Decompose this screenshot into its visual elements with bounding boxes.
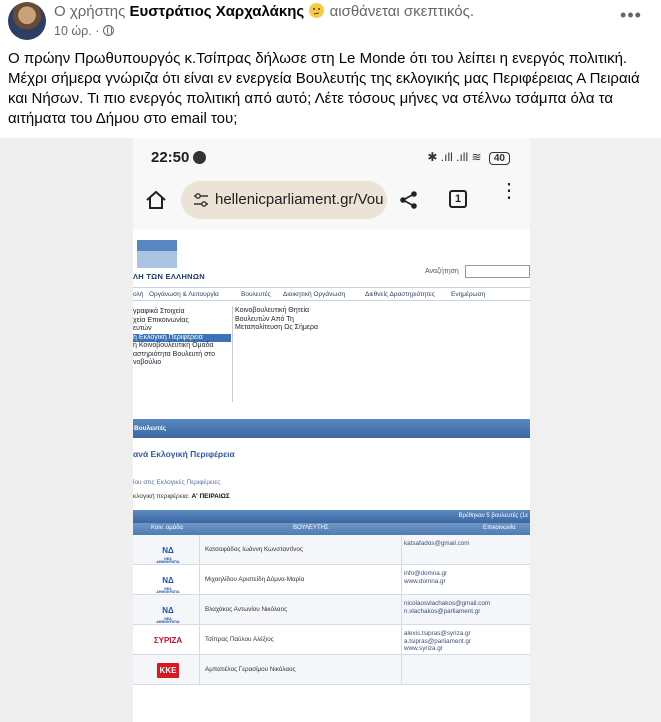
site-nav <box>133 287 530 301</box>
party-logo <box>153 633 183 648</box>
side-menu-item: ευτών <box>133 325 152 332</box>
mp-name: Μιχαηλίδου Αριστείδη Δόμνα-Μαρία <box>205 576 305 583</box>
table-row <box>133 565 530 595</box>
contact-line: www.syriza.gr <box>404 645 443 652</box>
nav-item: Οργάνωση & Λειτουργία <box>149 291 219 298</box>
mp-name: Βλαχάκος Αντωνίου Νικόλαος <box>205 606 288 613</box>
region-line <box>133 493 230 500</box>
mp-name: Τσίπρας Παύλου Αλέξιος <box>205 636 274 643</box>
browser-address-bar <box>133 178 530 224</box>
browser-menu-icon: ⋮ <box>499 180 519 202</box>
column-divider <box>401 565 402 595</box>
mp-contact <box>404 630 471 653</box>
header-party: Κοιν. ομάδα <box>151 525 184 531</box>
table-row <box>133 595 530 625</box>
prefix-text: Ο χρήστης <box>54 3 126 20</box>
contact-line: katsafados@gmail.com <box>404 540 470 547</box>
nav-item: Ενημέρωση <box>451 291 486 298</box>
party-logo <box>157 663 179 678</box>
side-menu-item-selected: ή Εκλογική Περιφέρεια <box>133 334 231 343</box>
battery-icon: 40 <box>489 152 510 165</box>
nav-item: Διοικητική Οργάνωση <box>283 291 346 298</box>
side-menu-item: αστηριότητα Βουλευτή στο <box>133 350 215 358</box>
party-logo-subtext: ΝΕΑ ΔΗΜΟΚΡΑΤΙΑ <box>156 617 180 624</box>
table-row <box>133 655 530 685</box>
post-text <box>8 49 656 129</box>
party-logo-subtext: ΝΕΑ ΔΗΜΟΚΡΑΤΙΑ <box>156 557 180 564</box>
post-text-line: Μέχρι σήμερα γνώριζα ότι είναι εν ενεργεία Βουλευτής της εκλογικής μας Περιφέρειας Α Πειραιά <box>8 70 640 87</box>
parliament-webpage <box>133 230 530 722</box>
table-row <box>133 625 530 655</box>
menu-divider <box>232 306 233 402</box>
column-divider <box>401 535 402 565</box>
sub-menu <box>235 307 365 333</box>
party-logo-text: ΝΔ <box>162 576 174 585</box>
header-name: ΒΟΥΛΕΥΤΗΣ <box>293 525 329 531</box>
phone-status-bar <box>133 138 530 176</box>
region-value: Α' ΠΕΙΡΑΙΩΣ <box>191 493 230 500</box>
globe-icon <box>103 25 114 36</box>
post-header-line <box>54 3 474 20</box>
search-label: Αναζήτηση <box>425 268 459 275</box>
results-count: Βρέθηκαν 5 βουλευτές (1ε <box>133 510 530 523</box>
mp-contact <box>404 600 490 615</box>
party-logo-text: ΝΔ <box>162 546 174 555</box>
section-title: ανά Εκλογική Περιφέρεια <box>133 449 235 459</box>
sub-menu-line: Μεταπολίτευση Ως Σήμερα <box>235 324 319 331</box>
post-image[interactable] <box>0 138 661 722</box>
author-name[interactable]: Ευστράτιος Χαρχαλάκης <box>129 3 305 20</box>
post-text-line: και Νήσων. Τι πιο ενεργός πολιτική από αυτό; Λέτε τόσους μήνες να στέλνω τσάμπα όλα τα <box>8 90 614 107</box>
post-text-line: αιτήματα του Δήμου στο email του; <box>8 110 238 127</box>
post-text-line: Ο πρώην Πρωθυπουργός κ.Τσίπρας δήλωσε στη Le Monde ότι του λείπει η ενεργός πολιτική. <box>8 50 628 67</box>
logo-text: ΛΗ ΤΩΝ ΕΛΛΗΝΩΝ <box>133 272 205 281</box>
section-bar: Βουλευτές <box>133 419 530 438</box>
side-menu-item: νοβούλιο <box>133 359 162 366</box>
side-menu-item: χεία Επικοινωνίας <box>133 316 189 324</box>
home-icon <box>145 190 167 210</box>
post-meta <box>54 24 114 38</box>
mp-contact <box>404 570 447 585</box>
contact-line: alexis.tsipras@syriza.gr <box>404 630 471 637</box>
column-divider <box>199 595 200 625</box>
party-logo-text: ΝΔ <box>162 606 174 615</box>
column-divider <box>199 655 200 685</box>
table-row <box>133 535 530 565</box>
url-pill <box>181 181 387 219</box>
column-divider <box>401 655 402 685</box>
post-time[interactable]: 10 ώρ. <box>54 24 92 38</box>
feeling-text: αισθάνεται σκεπτικός. <box>329 3 475 20</box>
image-background-left <box>0 138 133 722</box>
status-icons <box>427 150 510 165</box>
thinking-emoji-icon <box>309 3 324 18</box>
party-logo <box>153 573 183 594</box>
contact-line: nicolaosvlachakos@gmail.com <box>404 600 491 607</box>
contact-line: info@domna.gr <box>404 570 448 577</box>
mp-name: Αμπατιέλος Γερασίμου Νικόλαος <box>205 666 296 673</box>
author-avatar[interactable] <box>8 2 46 40</box>
mp-name: Κατσαφάδος Ιωάννη Κωνσταντίνος <box>205 546 303 553</box>
meta-separator: · <box>95 24 100 38</box>
messenger-icon <box>193 151 206 164</box>
nav-item: ολή <box>133 291 144 298</box>
search-input <box>465 265 530 278</box>
breadcrumb: ίου στις Εκλογικές Περιφέρειες <box>133 479 221 486</box>
post-header <box>0 0 661 44</box>
sub-menu-line: Κοινοβουλευτική Θητεία <box>235 307 310 314</box>
table-body <box>133 535 530 685</box>
contact-line: n.vlachakos@parliament.gr <box>404 607 481 615</box>
header-contact: Επικοινωνία <box>483 525 516 531</box>
column-divider <box>199 625 200 655</box>
signal-icon: ✱ .ıll .ıll ≋ <box>427 150 482 164</box>
party-logo-text: ΚΚΕ <box>159 666 177 675</box>
more-options-icon[interactable]: ••• <box>620 5 642 25</box>
sub-menu-line: Βουλευτών Από Τη <box>235 315 294 323</box>
contact-line: www.domna.gr <box>404 577 446 585</box>
share-icon <box>399 190 419 210</box>
nav-item: Βουλευτές <box>241 291 271 298</box>
column-divider <box>401 595 402 625</box>
side-menu-item: ή Κοινοβουλευτική Ομάδα <box>133 342 214 349</box>
region-label: κλογική περιφέρεια: <box>133 493 190 500</box>
mp-contact <box>404 540 470 548</box>
mps-table <box>133 510 530 685</box>
phone-time: 22:50 <box>151 149 190 166</box>
column-divider <box>401 625 402 655</box>
party-logo-text: ΣΥΡΙΖΑ <box>153 636 183 645</box>
column-divider <box>199 535 200 565</box>
phone-screenshot <box>133 138 530 722</box>
site-settings-icon <box>193 193 209 207</box>
contact-line: a.tsipras@parliament.gr <box>404 637 471 645</box>
party-logo <box>153 543 183 564</box>
side-menu-item: γραφικά Στοιχεία <box>133 308 185 315</box>
nav-item: Διεθνείς Δραστηριότητες <box>365 291 435 298</box>
column-divider <box>199 565 200 595</box>
url-text: hellenicparliament.gr/Vou <box>215 191 384 208</box>
party-logo-subtext: ΝΕΑ ΔΗΜΟΚΡΑΤΙΑ <box>156 587 180 594</box>
table-header <box>133 523 530 535</box>
tabs-icon: 1 <box>449 190 467 208</box>
parliament-logo <box>137 240 177 268</box>
party-logo <box>153 603 183 624</box>
image-background-right <box>530 138 661 722</box>
side-menu <box>133 308 231 368</box>
